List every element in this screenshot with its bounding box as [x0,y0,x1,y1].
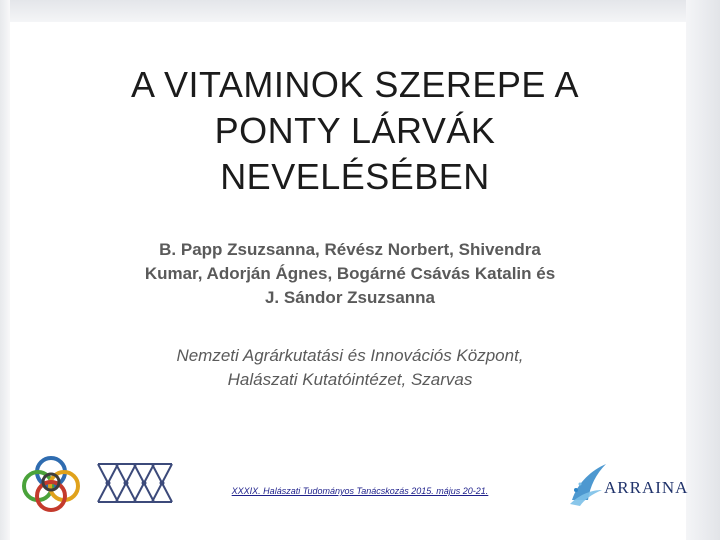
slide-border-right [686,0,720,540]
authors-line: B. Papp Zsuzsanna, Révész Norbert, Shivendra [159,240,541,259]
title-line: A VITAMINOK SZEREPE A [131,64,579,105]
title-line: NEVELÉSÉBEN [220,156,490,197]
slide-border-top [0,0,720,22]
slide-border-left [0,0,10,540]
arraina-wordmark: ARRAINA [604,478,689,497]
interlocking-rings-logo-icon [18,452,84,514]
authors-line: J. Sándor Zsuzsanna [264,288,436,307]
institution [90,344,610,392]
authors [90,238,610,310]
institution-line: Nemzeti Agrárkutatási és Innovációs Központ, [176,346,524,365]
arraina-fish-logo-icon [568,460,608,510]
slide-title [50,62,660,200]
authors-line: Kumar, Adorján Ágnes, Bogárné Csávás Katalin és [144,264,556,283]
footer-event-link[interactable]: XXXIX. Halászati Tudományos Tanácskozás 2015. május 20-21. [231,486,489,496]
lattice-pattern-logo-icon [96,460,174,506]
institution-line: Halászati Kutatóintézet, Szarvas [227,370,473,389]
title-line: PONTY LÁRVÁK [214,110,496,151]
arraina-logo [568,460,689,510]
